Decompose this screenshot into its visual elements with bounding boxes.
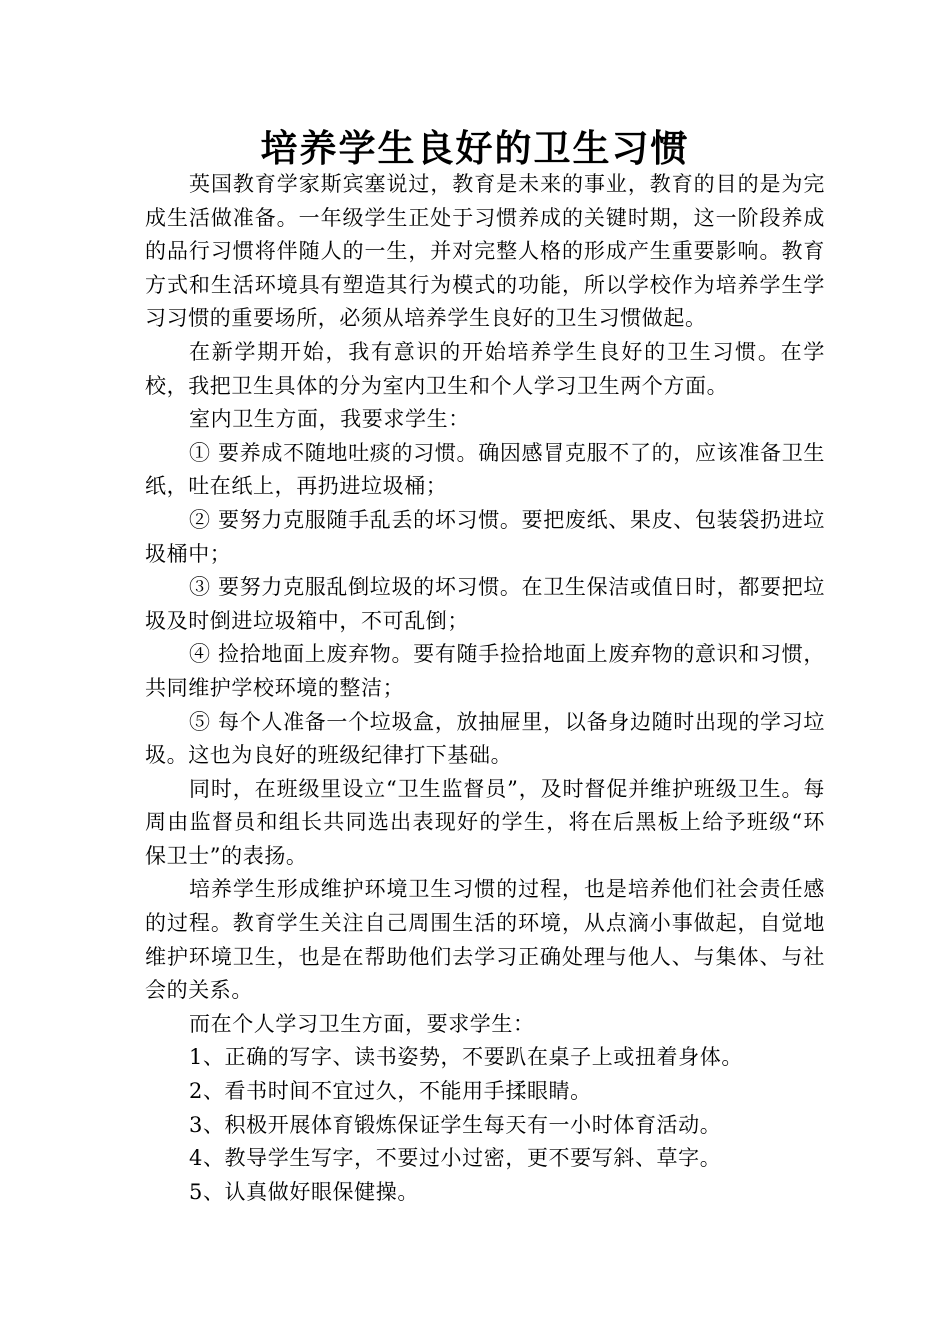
list-item-indoor-1: ① 要养成不随地吐痰的习惯。确因感冒克服不了的，应该准备卫生纸，吐在纸上，再扔进垃圾桶； <box>145 440 825 499</box>
list-item-personal-2: 2、看书时间不宜过久，不能用手揉眼睛。 <box>189 1079 592 1104</box>
list-item-personal-5: 5、认真做好眼保健操。 <box>189 1179 419 1204</box>
paragraph-responsibility: 培养学生形成维护环境卫生习惯的过程，也是培养他们社会责任感的过程。教育学生关注自己周围生活的环境，从点滴小事做起，自觉地维护环境卫生，也是在帮助他们去学习正确处理与他人、与集体、与社会的关系。 <box>145 877 825 1003</box>
paragraph-intro: 英国教育学家斯宾塞说过，教育是未来的事业，教育的目的是为完成生活做准备。一年级学生正处于习惯养成的关键时期，这一阶段养成的品行习惯将伴随人的一生，并对完整人格的形成产生重要影响。教育方式和生活环境具有塑造其行为模式的功能，所以学校作为培养学生学习习惯的重要场所，必须从培养学生良好的卫生习惯做起。 <box>145 172 825 331</box>
paragraph-supervisor: 同时，在班级里设立“卫生监督员”，及时督促并维护班级卫生。每周由监督员和组长共同选出表现好的学生，将在后黑板上给予班级“环保卫士”的表扬。 <box>145 776 825 868</box>
document-body <box>145 168 825 1209</box>
document-title: 培养学生良好的卫生习惯 <box>260 126 690 170</box>
list-item-indoor-3: ③ 要努力克服乱倒垃圾的坏习惯。在卫生保洁或值日时，都要把垃圾及时倒进垃圾箱中，不可乱倒； <box>145 575 825 633</box>
list-item-indoor-2: ② 要努力克服随手乱丢的坏习惯。要把废纸、果皮、包装袋扔进垃圾桶中； <box>145 507 825 566</box>
paragraph-new-semester: 在新学期开始，我有意识的开始培养学生良好的卫生习惯。在学校，我把卫生具体的分为室内卫生和个人学习卫生两个方面。 <box>145 339 825 398</box>
list-item-indoor-4: ④ 捡拾地面上废弃物。要有随手捡拾地面上废弃物的意识和习惯，共同维护学校环境的整洁； <box>145 642 825 700</box>
list-item-personal-3: 3、积极开展体育锻炼保证学生每天有一小时体育活动。 <box>189 1112 722 1137</box>
list-item-personal-4: 4、教导学生写字，不要过小过密，更不要写斜、草字。 <box>189 1146 722 1171</box>
paragraph-personal-heading: 而在个人学习卫生方面，要求学生： <box>189 1011 535 1036</box>
paragraph-indoor-heading: 室内卫生方面，我要求学生： <box>189 407 470 432</box>
list-item-personal-1: 1、正确的写字、读书姿势，不要趴在桌子上或扭着身体。 <box>189 1045 743 1070</box>
list-item-indoor-5: ⑤ 每个人准备一个垃圾盒，放抽屉里，以备身边随时出现的学习垃圾。这也为良好的班级纪律打下基础。 <box>145 709 825 768</box>
